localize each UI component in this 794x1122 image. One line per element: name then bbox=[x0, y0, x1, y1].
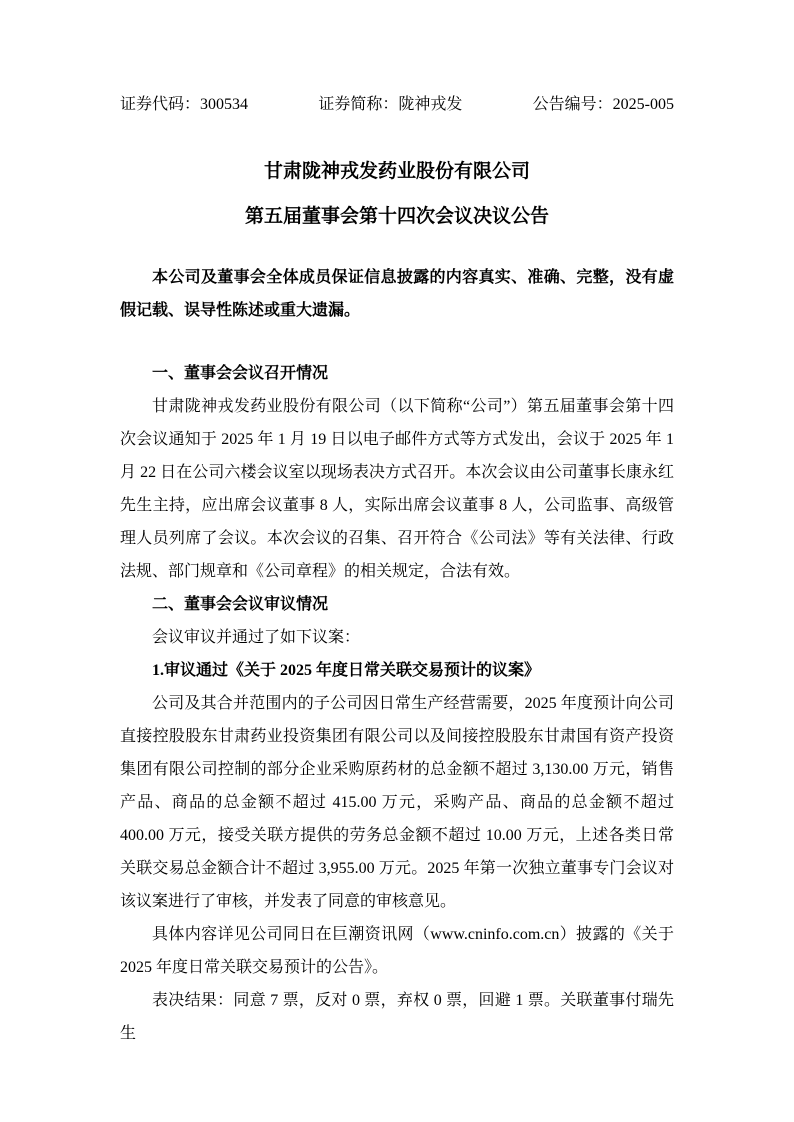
stock-name: 证券简称：陇神戎发 bbox=[318, 96, 463, 113]
section1-paragraph: 甘肃陇神戎发药业股份有限公司（以下简称“公司”）第五届董事会第十四次会议通知于 2025 年 1 月 19 日以电子邮件方式等方式发出，会议于 2025 年 1 月 22 日在公司六楼会议室以现场表决方式召开。本次会议由公司董事长康永红先生主持，应出席会议董事 8 人，实际出席会议董事 8 人，公司监事、高级管理人员列席了会议。本次会议的召集、召开符合《公司法》等有关法律、行政法规、部门规章和《公司章程》的相关规定，合法有效。 bbox=[120, 398, 674, 580]
item1-paragraph-2: 具体内容详见公司同日在巨潮资讯网（www.cninfo.com.cn）披露的《关于 2025 年度日常关联交易预计的公告》。 bbox=[120, 926, 674, 976]
disclosure-statement: 本公司及董事会全体成员保证信息披露的内容真实、准确、完整，没有虚假记载、误导性陈述或重大遗漏。 bbox=[120, 269, 674, 319]
announcement-number: 公告编号：2025-005 bbox=[532, 96, 674, 113]
item1-paragraph-1: 公司及其合并范围内的子公司因日常生产经营需要，2025 年度预计向公司直接控股股东甘肃药业投资集团有限公司以及间接控股股东甘肃国有资产投资集团有限公司控制的部分企业采购原药材的总金额不超过 3,130.00 万元，销售产品、商品的总金额不超过 415.00 万元，采购产品、商品的总金额不超过 400.00 万元，接受关联方提供的劳务总金额不超过 10.00 万元，上述各类日常关联交易总金额合计不超过 3,955.00 万元。2025 年第一次独立董事专门会议对该议案进行了审核，并发表了同意的审核意见。 bbox=[120, 695, 674, 910]
section1-heading: 一、董事会会议召开情况 bbox=[152, 365, 329, 382]
stock-code: 证券代码：300534 bbox=[120, 96, 249, 113]
item1-heading: 1.审议通过《关于 2025 年度日常关联交易预计的议案》 bbox=[152, 662, 541, 679]
document-header bbox=[120, 88, 674, 121]
document-title bbox=[120, 149, 674, 239]
section2-heading: 二、董事会会议审议情况 bbox=[152, 596, 329, 613]
meeting-resolution-title: 第五届董事会第十四次会议决议公告 bbox=[244, 206, 549, 227]
section2-intro: 会议审议并通过了如下议案： bbox=[152, 629, 361, 646]
item1-paragraph-3: 表决结果：同意 7 票，反对 0 票，弃权 0 票，回避 1 票。关联董事付瑞先生 bbox=[120, 992, 674, 1042]
company-name-title: 甘肃陇神戎发药业股份有限公司 bbox=[263, 161, 530, 182]
